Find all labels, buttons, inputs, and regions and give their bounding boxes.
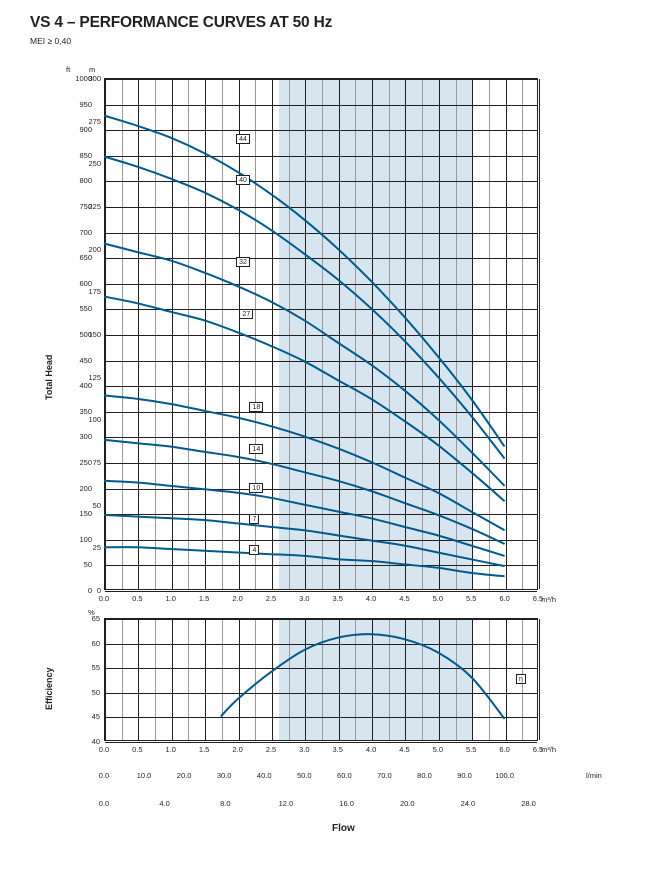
head-x-tick: 2.0 bbox=[232, 594, 243, 603]
head-x-tick: 6.0 bbox=[499, 594, 510, 603]
grid-hline bbox=[105, 79, 537, 80]
head-m-tick: 0 bbox=[96, 586, 101, 595]
unit-m-head: m bbox=[89, 65, 96, 74]
grid-vline bbox=[138, 619, 139, 740]
grid-vline bbox=[188, 619, 189, 740]
grid-hline bbox=[105, 463, 537, 464]
grid-vline bbox=[105, 619, 106, 740]
grid-hline bbox=[105, 540, 537, 541]
grid-vline bbox=[539, 619, 540, 740]
head-ft-tick: 650 bbox=[79, 253, 92, 263]
eff-x-tick: 5.0 bbox=[432, 745, 444, 754]
usgpm-tick: 28.0 bbox=[521, 799, 536, 808]
eff-x-tick: 2.5 bbox=[265, 745, 277, 754]
page-title: VS 4 – PERFORMANCE CURVES AT 50 Hz bbox=[30, 14, 333, 31]
grid-hline bbox=[105, 644, 537, 645]
eff-y-tick: 45 bbox=[91, 712, 100, 722]
grid-hline bbox=[105, 284, 537, 285]
grid-hline bbox=[105, 233, 537, 234]
grid-hline bbox=[105, 105, 537, 106]
head-ft-tick: 900 bbox=[79, 125, 92, 135]
head-curve-label: 40 bbox=[236, 175, 250, 185]
head-ft-tick: 350 bbox=[79, 406, 92, 416]
grid-hline bbox=[105, 258, 537, 259]
lmin-tick: 20.0 bbox=[176, 771, 192, 780]
head-x-tick: 4.0 bbox=[365, 594, 377, 603]
head-m-tick: 50 bbox=[92, 500, 101, 510]
head-m-tick: 200 bbox=[88, 244, 101, 254]
eff-x-tick: 1.5 bbox=[198, 745, 210, 754]
grid-vline bbox=[422, 619, 423, 740]
head-curve-label: 7 bbox=[249, 514, 259, 524]
mei-subtitle: MEI ≥ 0,40 bbox=[30, 36, 72, 46]
grid-vline bbox=[222, 619, 223, 740]
lmin-tick: 40.0 bbox=[256, 771, 272, 780]
eff-x-tick: 5.5 bbox=[466, 745, 477, 754]
eff-x-tick: 0.0 bbox=[98, 745, 110, 754]
head-x-tick: 5.0 bbox=[432, 594, 444, 603]
grid-vline bbox=[539, 79, 540, 589]
grid-hline bbox=[105, 693, 537, 694]
head-m-tick: 75 bbox=[92, 458, 101, 467]
grid-vline bbox=[456, 619, 457, 740]
head-x-tick: 2.5 bbox=[265, 594, 277, 603]
head-curve-label: 10 bbox=[249, 483, 263, 493]
eff-x-tick: 2.0 bbox=[232, 745, 243, 754]
head-x-tick: 1.5 bbox=[198, 594, 210, 603]
head-ft-tick: 950 bbox=[79, 99, 92, 109]
y-axis-title-eff: Efficiency bbox=[44, 667, 54, 710]
grid-hline bbox=[105, 181, 537, 182]
eff-x-tick: 6.5 bbox=[532, 745, 544, 754]
grid-hline bbox=[105, 565, 537, 566]
grid-hline bbox=[105, 619, 537, 620]
head-ft-tick: 500 bbox=[79, 330, 92, 339]
usgpm-tick: 16.0 bbox=[339, 799, 354, 808]
head-ft-tick: 0 bbox=[87, 586, 92, 595]
grid-hline bbox=[105, 361, 537, 362]
head-ft-tick: 750 bbox=[79, 202, 92, 211]
efficiency-marker: η bbox=[516, 674, 526, 684]
grid-hline bbox=[105, 742, 537, 743]
grid-vline bbox=[172, 619, 173, 740]
head-x-tick: 3.0 bbox=[299, 594, 310, 603]
head-m-tick: 125 bbox=[88, 372, 101, 382]
grid-hline bbox=[105, 130, 537, 131]
eff-y-tick: 55 bbox=[91, 663, 100, 673]
eff-y-tick: 50 bbox=[91, 687, 100, 697]
grid-vline bbox=[405, 619, 406, 740]
head-curve-label: 32 bbox=[236, 257, 250, 267]
head-ft-tick: 400 bbox=[79, 381, 92, 391]
head-x-tick: 6.5 bbox=[532, 594, 544, 603]
eff-y-tick: 65 bbox=[91, 614, 100, 623]
eff-x-tick: 3.0 bbox=[299, 745, 310, 754]
grid-vline bbox=[255, 619, 256, 740]
head-m-tick: 25 bbox=[92, 543, 101, 553]
head-ft-tick: 700 bbox=[79, 227, 92, 237]
grid-vline bbox=[322, 619, 323, 740]
grid-hline bbox=[105, 335, 537, 336]
head-m-tick: 100 bbox=[88, 415, 101, 425]
unit-m3h-eff: m³/h bbox=[541, 745, 556, 754]
head-x-tick: 4.5 bbox=[399, 594, 410, 603]
unit-ft-head: ft bbox=[66, 65, 71, 74]
efficiency-chart-plot bbox=[104, 618, 538, 741]
head-x-tick: 3.5 bbox=[332, 594, 343, 603]
lmin-tick: 0.0 bbox=[98, 771, 110, 780]
grid-hline bbox=[105, 156, 537, 157]
unit-lmin: l/min bbox=[586, 771, 602, 780]
grid-vline bbox=[355, 619, 356, 740]
grid-hline bbox=[105, 207, 537, 208]
head-m-tick: 250 bbox=[88, 159, 101, 169]
head-ft-tick: 50 bbox=[83, 560, 92, 570]
grid-hline bbox=[105, 412, 537, 413]
unit-pct-eff: % bbox=[88, 608, 95, 617]
grid-vline bbox=[506, 619, 507, 740]
head-m-tick: 175 bbox=[88, 287, 101, 297]
highlight-band bbox=[279, 619, 473, 740]
grid-hline bbox=[105, 437, 537, 438]
lmin-tick: 60.0 bbox=[337, 771, 352, 780]
usgpm-tick: 0.0 bbox=[98, 799, 110, 808]
grid-hline bbox=[105, 591, 537, 592]
head-ft-tick: 1000 bbox=[75, 74, 92, 83]
head-ft-tick: 850 bbox=[79, 150, 92, 160]
head-m-tick: 275 bbox=[88, 116, 101, 126]
lmin-tick: 100.0 bbox=[495, 771, 514, 780]
head-curve-label: 27 bbox=[239, 309, 253, 319]
lmin-tick: 70.0 bbox=[377, 771, 392, 780]
grid-vline bbox=[472, 619, 473, 740]
lmin-tick: 80.0 bbox=[417, 771, 432, 780]
usgpm-tick: 8.0 bbox=[220, 799, 231, 808]
grid-hline bbox=[105, 514, 537, 515]
head-ft-tick: 250 bbox=[79, 458, 92, 467]
lmin-tick: 30.0 bbox=[216, 771, 232, 780]
grid-vline bbox=[122, 619, 123, 740]
grid-vline bbox=[155, 619, 156, 740]
head-curve-label: 18 bbox=[249, 402, 263, 412]
grid-vline bbox=[205, 619, 206, 740]
head-x-tick: 0.5 bbox=[132, 594, 143, 603]
head-ft-tick: 450 bbox=[79, 355, 92, 365]
grid-hline bbox=[105, 309, 537, 310]
head-x-tick: 5.5 bbox=[466, 594, 477, 603]
head-chart-plot bbox=[104, 78, 538, 590]
head-ft-tick: 600 bbox=[79, 278, 92, 288]
head-ft-tick: 200 bbox=[79, 483, 92, 493]
grid-vline bbox=[272, 619, 273, 740]
grid-vline bbox=[239, 619, 240, 740]
head-ft-tick: 800 bbox=[79, 176, 92, 186]
lmin-tick: 10.0 bbox=[136, 771, 152, 780]
eff-x-tick: 3.5 bbox=[332, 745, 343, 754]
grid-hline bbox=[105, 717, 537, 718]
eff-x-tick: 1.0 bbox=[165, 745, 176, 754]
head-m-tick: 300 bbox=[88, 74, 101, 83]
head-m-tick: 225 bbox=[88, 202, 101, 211]
head-x-tick: 1.0 bbox=[165, 594, 176, 603]
x-axis-title-flow: Flow bbox=[332, 823, 355, 834]
lmin-tick: 90.0 bbox=[457, 771, 472, 780]
head-ft-tick: 550 bbox=[79, 304, 92, 314]
grid-vline bbox=[305, 619, 306, 740]
head-curve-label: 14 bbox=[249, 444, 263, 454]
lmin-tick: 50.0 bbox=[296, 771, 312, 780]
grid-vline bbox=[439, 619, 440, 740]
head-ft-tick: 150 bbox=[79, 509, 92, 519]
head-x-tick: 0.0 bbox=[98, 594, 110, 603]
head-ft-tick: 300 bbox=[79, 432, 92, 442]
eff-x-tick: 4.5 bbox=[399, 745, 410, 754]
head-ft-tick: 100 bbox=[79, 534, 92, 544]
unit-m3h-head: m³/h bbox=[541, 595, 556, 604]
usgpm-tick: 20.0 bbox=[399, 799, 415, 808]
y-axis-title-head: Total Head bbox=[44, 354, 54, 400]
grid-hline bbox=[105, 386, 537, 387]
head-curve-label: 4 bbox=[249, 545, 259, 555]
grid-hline bbox=[105, 489, 537, 490]
grid-vline bbox=[289, 619, 290, 740]
eff-x-tick: 6.0 bbox=[499, 745, 510, 754]
eff-y-tick: 60 bbox=[91, 638, 100, 648]
eff-y-tick: 40 bbox=[91, 737, 100, 746]
grid-hline bbox=[105, 668, 537, 669]
grid-vline bbox=[389, 619, 390, 740]
eff-x-tick: 4.0 bbox=[365, 745, 377, 754]
eff-x-tick: 0.5 bbox=[132, 745, 143, 754]
usgpm-tick: 4.0 bbox=[159, 799, 170, 808]
usgpm-tick: 12.0 bbox=[278, 799, 294, 808]
grid-vline bbox=[339, 619, 340, 740]
grid-vline bbox=[372, 619, 373, 740]
usgpm-tick: 24.0 bbox=[460, 799, 476, 808]
head-m-tick: 150 bbox=[88, 330, 101, 339]
grid-vline bbox=[489, 619, 490, 740]
head-curve-label: 44 bbox=[236, 134, 250, 144]
